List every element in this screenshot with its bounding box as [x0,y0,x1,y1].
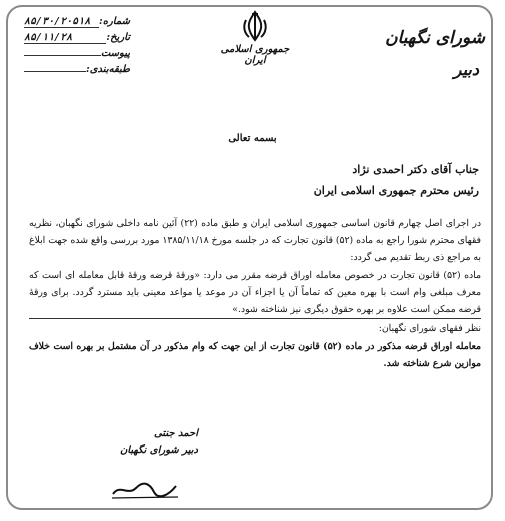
meta-date-value: ۸۵/۱۱/۲۸ [24,32,106,44]
signatory-title: دبیر شورای نگهبان [119,445,198,456]
addressee-title: رئیس محترم جمهوری اسلامی ایران [313,184,479,197]
salutation: بسمه تعالی [228,133,277,144]
article-quote: ماده (۵۲) قانون تجارت در خصوص معامله اوراق قرضه مقرر می دارد: «ورقهٔ قرضه ورقهٔ قابل معامله ای است که معرف مبلغی وام است با بهره معین که تماماً آن یا اجزاء آن در موعد یا مواعد معینی باید مسترد گردد. برای ورقهٔ قرضه ممکن است علاوه بر بهره حقوق دیگری نیز شناخته شود.» [29,267,481,319]
addressee-name: جناب آقای دکتر احمدی نژاد [352,163,479,176]
letter-meta [20,16,130,80]
meta-number-value: ۸۵/۳۰/۲۰۵۱۸ [24,16,99,28]
council-name: شورای نگهبان [385,28,485,48]
opinion-label: نظر فقهای شورای نگهبان: [378,323,481,334]
emblem-icon [210,10,300,42]
meta-classification-label: طبقه‌بندی: [86,64,130,75]
meta-date-label: تاریخ: [106,32,130,43]
signature-mark [110,480,180,504]
intro-paragraph: در اجرای اصل چهارم قانون اساسی جمهوری اسلامی ایران و طبق ماده (۲۲) آئین نامه داخلی شورای نگهبان، نظریه فقهای محترم شورا راجع به ماده (۵۲) قانون تجارت که در جلسه مورخ ۱۳۸۵/۱۱/۱۸ مورد بررسی واقع شده جهت ابلاغ به مراجع ذی ربط تقدیم می گردد: [29,218,481,263]
conclusion-paragraph: معامله اوراق قرضه مذکور در ماده (۵۲) قانون تجارت از این جهت که وام مذکور در آن مشتمل بر بهره است خلاف موازین شرع شناخته شد. [29,341,481,369]
meta-number-label: شماره: [99,16,130,27]
meta-attachment-row [20,48,130,64]
letter-body [29,215,481,373]
meta-number-row [20,16,130,32]
emblem-block [210,10,300,66]
council-role: دبیر [453,60,479,79]
signature-block [118,428,198,462]
emblem-caption: جمهوری اسلامی ایران [220,44,290,66]
meta-attachment-value [24,55,101,56]
meta-date-row [20,32,130,48]
council-heading [385,28,485,79]
meta-classification-row [20,64,130,80]
meta-classification-value [24,71,86,72]
addressee [314,163,479,205]
meta-attachment-label: پیوست [100,48,130,59]
signatory-name: احمد جنتی [153,428,198,439]
